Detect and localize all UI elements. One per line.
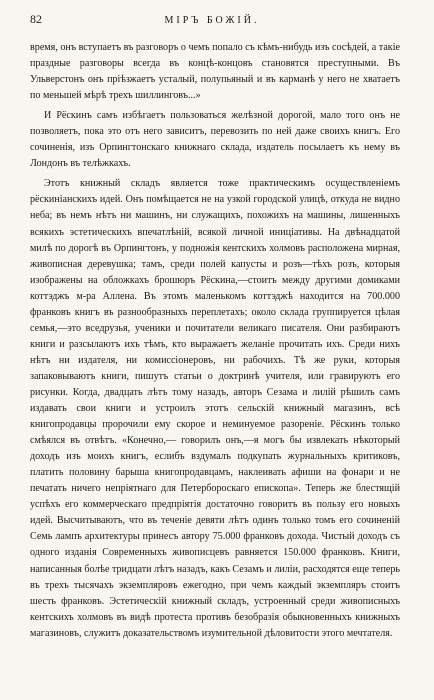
paragraph-continuation: время, онъ вступаетъ въ разговоръ о чемъ попало съ кѣмъ-нибудь изъ сосѣдей, а такіе праздные разговоры всегда въ концѣ-концовъ становятся преступными. Въ Ульверстонъ онъ пріѣзжаетъ усталый, полупьяный и въ карманѣ у него не хватаетъ по меньшей мѣрѣ трехъ шиллинговъ...»	[30, 42, 400, 102]
running-title: МІРЪ БОЖІЙ.	[164, 15, 260, 26]
paragraph-bookstore: Этотъ книжный складъ является тоже практическимъ осуществленіемъ рёскиніанскихъ идей. Онъ помѣщается не на узкой городской улицѣ, откуда не видно неба; въ немъ нѣтъ ни машинъ, ни служащихъ, похожихъ на машины, лишенныхъ всякихъ эстетическихъ впечатлѣній, всякой личной иниціативы. На двѣнадцатой милѣ по дорогѣ въ Орпингтонъ, у подножія кентскихъ холмовъ расположена мирная, живописная деревушка; тамъ, среди полей капусты и розъ—тѣхъ розъ, которыя изображены на обложкахъ брошюръ Рёскина,—стоитъ между другими домиками коттэджъ м-ра Аллена. Въ этомъ маленькомъ коттэджѣ находится на 700.000 франковъ книгъ въ разнообразныхъ переплетахъ; около склада группируется цѣлая семья,—это вседрузья, ученики и почитатели великаго писателя. Они разбираютъ книги и разсылаютъ ихъ тѣмъ, кто выражаетъ желаніе прочитать ихъ. Среди нихъ нѣтъ ни издателя, ни комиссіонеровъ, ни рабочихъ. Тѣ же руки, которыя запаковываютъ книги, пишутъ статьи о доктринѣ учителя, или гравируютъ его рисунки. Когда, двадцать лѣтъ тому назадъ, авторъ Сезама и лилій рѣшилъ самъ издавать свои книги и устроилъ этотъ сельскій книжный магазинъ, всѣ книгопродавцы пророчили ему скорое и неминуемое разореніе. Рёскинъ только смѣялся въ отвѣтъ. «Конечно,— говорилъ онъ,—я могъ бы извлекать нѣкоторый доходъ изъ моихъ книгъ, еслибъ вздумалъ подкупать журнальныхъ критиковъ, платить половину барыша книгопродавцамъ, наклеивать афиши на фонари и не печатать ничего непріятнаго для Петербороскаго епископа». Теперь же блестящій успѣхъ его коммерческаго предпріятія достаточно говоритъ въ пользу его новыхъ идей. Высчитываютъ, что въ теченіе девяти лѣтъ одинъ только томъ его сочиненій Семь лампъ архитектуры принесъ автору 75.000 франковъ дохода. Чистый доходъ съ одного изданія Современныхъ живописцевъ равняется 150.000 франковъ. Книги, написанныя болѣе тридцати лѣтъ назадъ, какъ Сезамъ и лиліи, расходятся еще теперь въ трехъ тысячахъ экземпляровъ ежегодно, при чемъ каждый экземпляръ стоитъ шесть франковъ. Эстетическій книжный складъ, устроенный среди живописныхъ кентскихъ холмовъ въ видѣ протеста противъ безобразія обыкновенныхъ книжныхъ магазиновъ, служитъ доказательствомъ изумительной дѣловитости этого мечтателя.	[30, 178, 400, 639]
paragraph-railway: И Рёскинъ самъ избѣгаетъ пользоваться желѣзной дорогой, мало того онъ не позволяетъ, пока это отъ него зависитъ, перевозить по ней даже своихъ книгъ. Его сочиненія, изъ Орпингтонскаго книжнаго склада, издатель посылаетъ къ нему въ Лондонъ въ телѣжкахъ.	[30, 110, 400, 170]
page-number: 82	[30, 12, 42, 26]
page-header	[30, 12, 400, 32]
page-body	[30, 40, 400, 642]
